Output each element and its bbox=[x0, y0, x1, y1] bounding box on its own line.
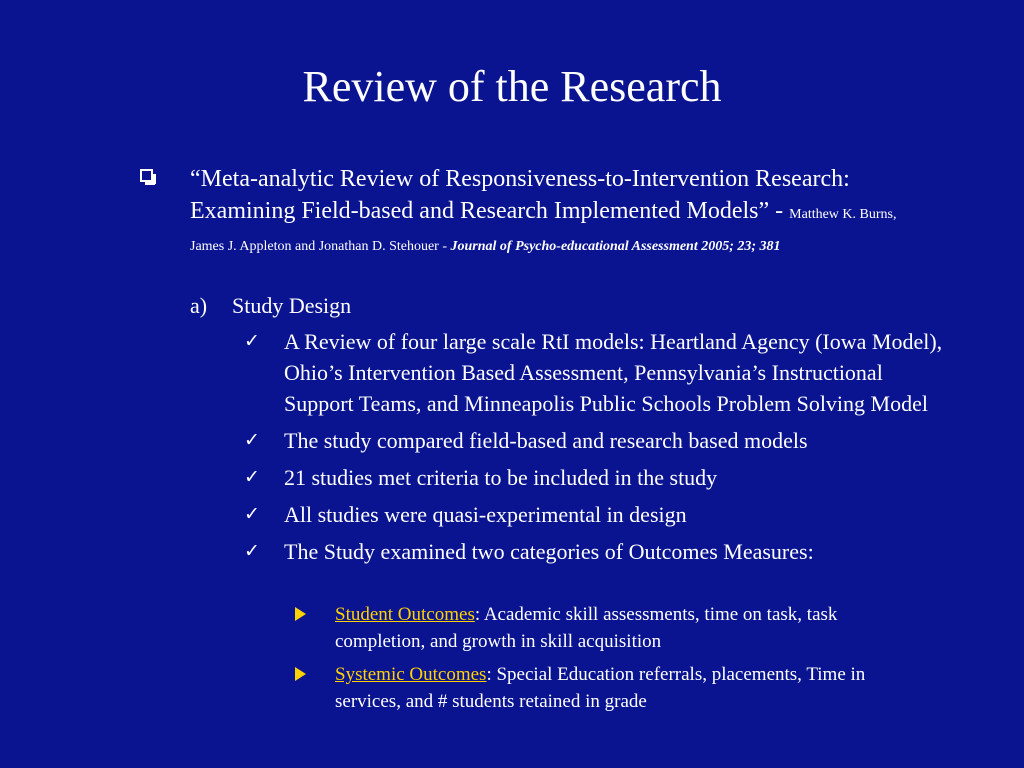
check-item-text: The study compared field-based and research based models bbox=[284, 428, 808, 453]
paper-journal: Journal of Psycho-educational Assessment 2005; 23; 381 bbox=[450, 239, 781, 254]
outcome-list bbox=[293, 601, 913, 721]
check-item bbox=[244, 326, 944, 419]
checkbox-bullet-icon bbox=[140, 169, 153, 182]
check-item bbox=[244, 462, 944, 493]
section-label: a) bbox=[190, 293, 208, 318]
section-heading bbox=[190, 292, 351, 320]
outcome-item bbox=[293, 661, 913, 715]
check-item-text: 21 studies met criteria to be included in the study bbox=[284, 465, 718, 490]
check-item bbox=[244, 499, 944, 530]
main-bullet bbox=[140, 163, 920, 259]
checkmark-icon: ✓ bbox=[244, 503, 260, 525]
check-item-text: The Study examined two categories of Outcomes Measures: bbox=[284, 539, 814, 564]
checkmark-icon: ✓ bbox=[244, 466, 260, 488]
section-text: Study Design bbox=[232, 293, 352, 318]
outcome-desc: : Academic skill assessments, time on task, task completion, and growth in skill acquisition bbox=[335, 604, 838, 652]
paper-title: “Meta-analytic Review of Responsiveness-to-Intervention Research: Examining Field-based and Research Implemented Models” - bbox=[190, 166, 850, 224]
check-item-text: All studies were quasi-experimental in design bbox=[284, 502, 687, 527]
check-list bbox=[244, 326, 944, 573]
slide-title: Review of the Research bbox=[302, 62, 722, 111]
check-item-text: A Review of four large scale RtI models: Heartland Agency (Iowa Model), Ohio’s Intervention Based Assessment, Pennsylvania’s Instructional Support Teams, and Minneapolis Public Schools Problem Solving Model bbox=[284, 329, 943, 416]
checkmark-icon: ✓ bbox=[244, 540, 260, 562]
check-item bbox=[244, 425, 944, 456]
systemic-outcomes-link[interactable]: Systemic Outcomes bbox=[335, 664, 487, 685]
check-item bbox=[244, 536, 944, 567]
checkmark-icon: ✓ bbox=[244, 429, 260, 451]
main-bullet-text bbox=[190, 163, 920, 259]
arrow-bullet-icon bbox=[295, 607, 306, 621]
paper-authors: Matthew K. Burns, James J. Appleton and Jonathan D. Stehouer - bbox=[190, 207, 897, 254]
checkmark-icon: ✓ bbox=[244, 330, 260, 352]
outcome-item bbox=[293, 601, 913, 655]
student-outcomes-link[interactable]: Student Outcomes bbox=[335, 604, 475, 625]
arrow-bullet-icon bbox=[295, 667, 306, 681]
outcome-desc: : Special Education referrals, placements, Time in services, and # students retained in grade bbox=[335, 664, 866, 712]
